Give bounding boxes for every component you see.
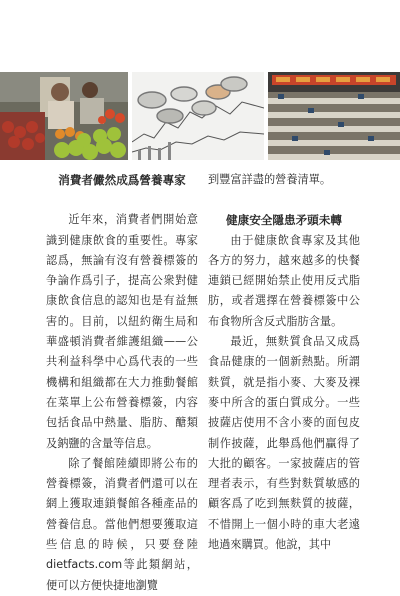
paragraph: 近年來，消費者們開始意識到健康飲食的重要性。專家認爲，無論有沒有營養標簽的争論作爲引子，提高公衆對健康飲食信息的認知也是有益無害的。目前，以紐約衛生局和華盛頓消費者維護組織——公共利益科學中心爲代表的一些機構和組織都在大力推動餐館在菜單上公布營養標簽，内容包括食品中熱量、脂肪、醣類及鈉鹽的含量等信息。 bbox=[46, 213, 198, 450]
left-column bbox=[46, 170, 198, 596]
photo-strip bbox=[0, 72, 400, 160]
heading-consumers-nutrition: 消費者儼然成爲營養專家 bbox=[58, 173, 186, 187]
paragraph-continued: 到豐富詳盡的營養清單。 bbox=[208, 173, 332, 186]
heading-health-safety: 健康安全隱患矛頭未轉 bbox=[226, 213, 342, 228]
right-column bbox=[208, 170, 360, 555]
coins-chart-photo bbox=[132, 72, 264, 160]
market-photo bbox=[0, 72, 128, 160]
trading-floor-photo bbox=[268, 72, 400, 160]
paragraph: 最近，無麩質食品又成爲食品健康的一個新熱點。所謂麩質，就是指小麥、大麥及裸麥中所含的蛋白質成分。一些披薩店使用不含小麥的面包皮制作披薩，此舉爲他們贏得了大批的顧客。一家披薩店的管理者表示，有些對麩質敏感的顧客爲了吃到無麩質的披薩，不惜開上一個小時的車大老遠地過來購買。他說，其中 bbox=[208, 335, 360, 552]
paragraph: 除了餐館陸續即將公布的營養標簽，消費者們還可以在網上獲取連鎖餐館各種產品的營養信息。當他們想要獲取這些信息的時候，只要登陸dietfacts.com等此類網站，便可以方便快捷地瀏覽 bbox=[46, 456, 198, 592]
paragraph: 由于健康飲食專家及其他各方的努力，越來越多的快餐連鎖已經開始禁止使用反式脂肪，或者選擇在營養標簽中公布食物所含反式脂肪含量。 bbox=[208, 233, 360, 328]
